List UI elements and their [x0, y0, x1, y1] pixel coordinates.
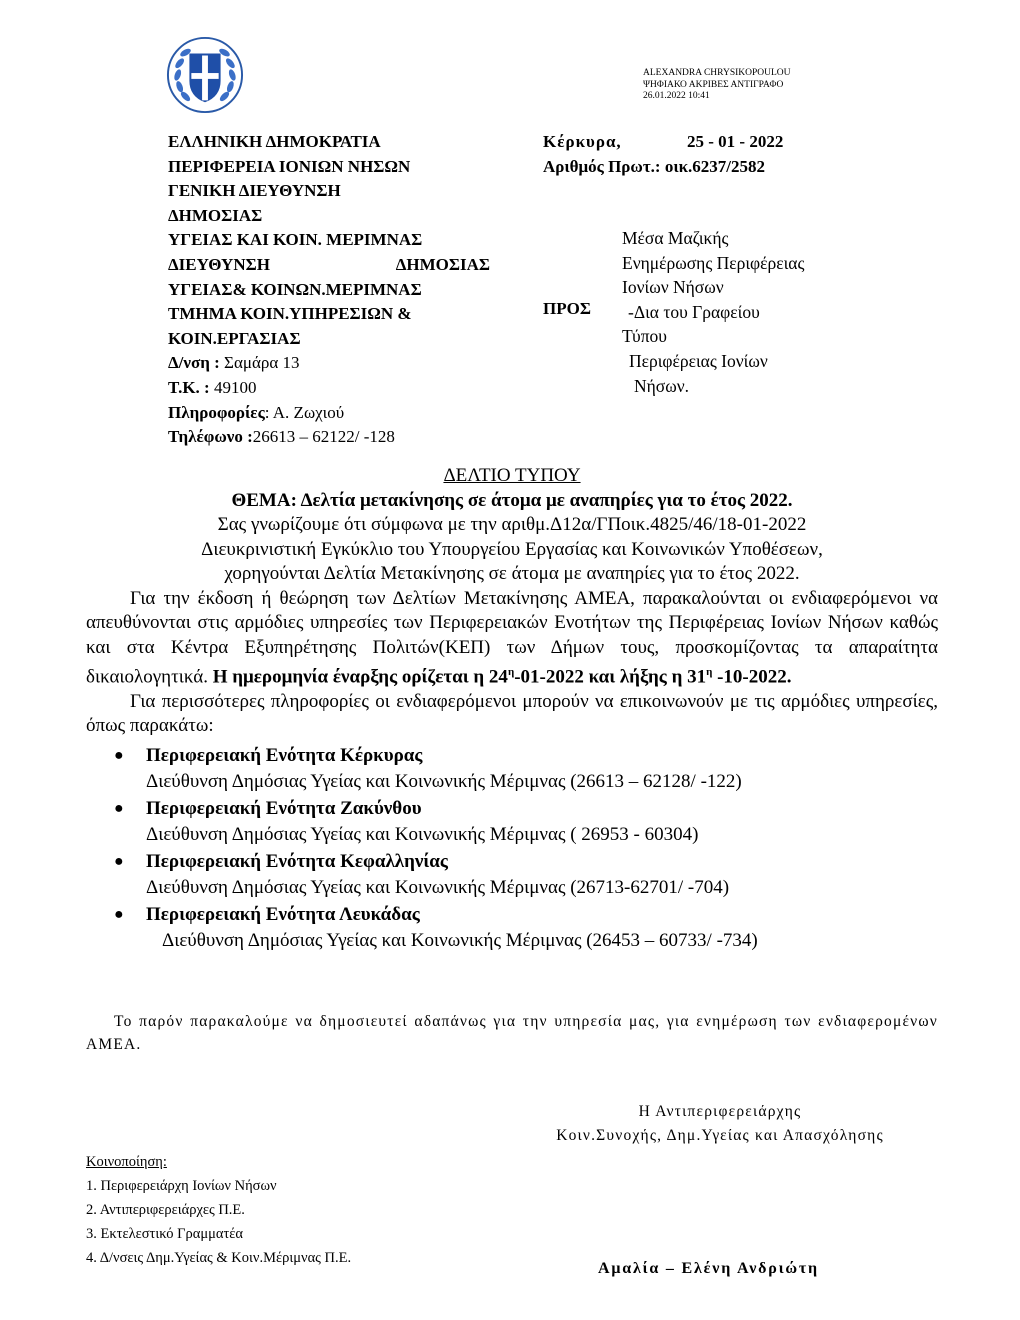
recipients-block	[622, 226, 804, 398]
units-list	[86, 743, 938, 955]
unit-name: Περιφερειακή Ενότητα Κεφαλληνίας	[146, 850, 448, 872]
sender-address	[168, 351, 508, 376]
sender-block	[168, 130, 508, 450]
unit-detail: Διεύθυνση Δημόσιας Υγείας και Κοινωνικής Μέριμνας (26453 – 60733/ -734)	[162, 930, 758, 952]
date-protocol-block	[543, 130, 783, 179]
recipient-line: Τύπου	[622, 326, 667, 347]
paragraph-info: Για περισσότερες πληροφορίες οι ενδιαφερόμενοι μπορούν να επικοινωνούν με τις αρμόδιες υπηρεσίες, όπως παρακάτω:	[86, 690, 938, 737]
unit-detail: Διεύθυνση Δημόσιας Υγείας και Κοινωνικής Μέριμνας ( 26953 - 60304)	[146, 824, 699, 846]
distribution-list	[86, 1150, 351, 1270]
dates-text-mid: -01-2022 και λήξης η 31	[514, 666, 707, 688]
postal-label: Τ.Κ. :	[168, 377, 210, 397]
recipient-line: Ενημέρωσης Περιφέρειας	[622, 252, 805, 273]
subject-line: ΘΕΜΑ: Δελτία μετακίνησης σε άτομα με αναπηρίες για το έτος 2022.	[231, 489, 793, 511]
signatory-name: Αμαλία – Ελένη Ανδριώτη	[598, 1260, 819, 1277]
press-release-body	[86, 464, 938, 955]
pros-label: ΠΡΟΣ	[543, 299, 591, 318]
list-item	[86, 796, 938, 849]
bullet-icon: ●	[114, 905, 124, 923]
protocol-number: Αριθμός Πρωτ.: οικ.6237/2582	[543, 156, 766, 176]
paragraph-dates	[86, 587, 938, 690]
unit-detail: Διεύθυνση Δημόσιας Υγείας και Κοινωνικής Μέριμνας (26613 – 62128/ -122)	[146, 771, 742, 793]
signatory-title: Κοιν.Συνοχής, Δημ.Υγείας και Απασχόλησης	[556, 1127, 884, 1144]
closing-text: Το παρόν παρακαλούμε να δημοσιευτεί αδαπάνως για την υπηρεσία μας, για ενημέρωση των ενδιαφερομένων ΑΜΕΑ.	[86, 1013, 938, 1053]
sender-line: ΚΟΙΝ.ΕΡΓΑΣΙΑΣ	[168, 328, 301, 348]
info-value: : Α. Ζωχιού	[264, 402, 345, 422]
postal-value: 49100	[209, 377, 257, 397]
list-item	[86, 743, 938, 796]
distribution-heading: Κοινοποίηση:	[86, 1154, 167, 1170]
sender-line: ΥΓΕΙΑΣ ΚΑΙ ΚΟΙΝ. ΜΕΡΙΜΝΑΣ	[168, 230, 423, 250]
list-item	[86, 849, 938, 902]
sender-line: ΥΓΕΙΑΣ& ΚΟΙΝΩΝ.ΜΕΡΙΜΝΑΣ	[168, 279, 422, 299]
dates-text-start: Η ημερομηνία έναρξης ορίζεται η 24	[212, 666, 508, 688]
signatory-block	[520, 1100, 920, 1148]
signatory-title: Η Αντιπεριφερειάρχης	[638, 1103, 802, 1120]
paragraph-text: Για την έκδοση ή θεώρηση των Δελτίων Μετακίνησης ΑΜΕΑ, παρακαλούνται οι ενδιαφερόμενοι να απευθύνονται στις αρμόδιες υπηρεσίες των Περιφερειακών Ενοτήτων της Περιφέρειας Ιονίων Νήσων καθώς και στα Κέντρα Εξυπηρέτησης Πολιτών(ΚΕΠ) των Δήμων τους, προσκομίζοντας τα απαραίτητα δικαιολογητικά.	[86, 587, 938, 688]
paragraph-line: Διευκρινιστική Εγκύκλιο του Υπουργείου Εργασίας και Κοινωνικών Υποθέσεων,	[201, 538, 823, 560]
hellenic-republic-emblem	[166, 36, 244, 114]
distribution-item: 2. Αντιπεριφερειάρχες Π.Ε.	[86, 1202, 245, 1218]
bullet-icon: ●	[114, 799, 124, 817]
list-item	[86, 902, 938, 955]
sender-line-part: ΔΗΜΟΣΙΑΣ	[395, 254, 490, 274]
paragraph-line: χορηγούνται Δελτία Μετακίνησης σε άτομα με αναπηρίες για το έτος 2022.	[224, 563, 800, 584]
city: Κέρκυρα,	[543, 132, 622, 151]
document-date: 25 - 01 - 2022	[687, 132, 784, 151]
sender-line-split	[168, 253, 490, 278]
distribution-item: 4. Δ/νσεις Δημ.Υγείας & Κοιν.Μέριμνας Π.Ε.	[86, 1250, 352, 1266]
bullet-icon: ●	[114, 852, 124, 870]
address-value: Σαμάρα 13	[219, 353, 300, 373]
superscript: η	[706, 666, 713, 678]
bullet-icon: ●	[114, 746, 124, 764]
sender-line-part: ΔΙΕΥΘΥΝΣΗ	[168, 254, 270, 274]
closing-paragraph	[86, 1010, 938, 1056]
recipient-line: Περιφέρειας Ιονίων	[629, 350, 768, 371]
superscript: η	[507, 666, 515, 678]
unit-name: Περιφερειακή Ενότητα Κέρκυρας	[146, 744, 423, 766]
distribution-item: 1. Περιφερειάρχη Ιονίων Νήσων	[86, 1178, 277, 1194]
unit-name: Περιφερειακή Ενότητα Ζακύνθου	[146, 797, 422, 819]
recipient-line: Ιονίων Νήσων	[622, 277, 724, 298]
info-label: Πληροφορίες	[168, 402, 265, 422]
sender-line: ΤΜΗΜΑ ΚΟΙΝ.ΥΠΗΡΕΣΙΩΝ &	[168, 304, 412, 324]
sender-line: ΔΗΜΟΣΙΑΣ	[168, 205, 263, 225]
dates-text-end: -10-2022.	[712, 666, 792, 688]
recipient-line: Μέσα Μαζικής	[622, 228, 729, 248]
distribution-item: 3. Εκτελεστικό Γραμματέα	[86, 1226, 243, 1242]
sender-postal	[168, 376, 508, 401]
address-label: Δ/νση :	[168, 353, 220, 373]
press-heading: ΔΕΛΤΙΟ ΤΥΠΟΥ	[443, 465, 581, 486]
recipient-line: Νήσων.	[634, 375, 690, 396]
sender-line: ΓΕΝΙΚΗ ΔΙΕΥΘΥΝΣΗ	[168, 181, 341, 201]
signature-datetime: 26.01.2022 10:41	[643, 91, 710, 101]
unit-detail: Διεύθυνση Δημόσιας Υγείας και Κοινωνικής Μέριμνας (26713-62701/ -704)	[146, 877, 730, 899]
signature-name: ALEXANDRA CHRYSIKOPOULOU	[643, 68, 791, 78]
unit-name: Περιφερειακή Ενότητα Λευκάδας	[146, 903, 420, 925]
digital-signature-stamp	[643, 68, 791, 103]
sender-line: ΕΛΛΗΝΙΚΗ ΔΗΜΟΚΡΑΤΙΑ	[168, 132, 381, 151]
phone-label: Τηλέφωνο :	[168, 427, 253, 447]
signature-label: ΨΗΦΙΑΚΟ ΑΚΡΙΒΕΣ ΑΝΤΙΓΡΑΦΟ	[643, 79, 784, 90]
paragraph-line: Σας γνωρίζουμε ότι σύμφωνα με την αριθμ.Δ12α/ΓΠοικ.4825/46/18-01-2022	[217, 514, 807, 535]
recipient-line: -Δια του Γραφείου	[628, 301, 760, 322]
phone-value: 26613 – 62122/ -128	[252, 427, 395, 447]
sender-phone	[168, 425, 508, 450]
sender-info	[168, 401, 508, 426]
sender-line: ΠΕΡΙΦΕΡΕΙΑ ΙΟΝΙΩΝ ΝΗΣΩΝ	[168, 156, 411, 176]
place-date-line	[543, 130, 783, 155]
